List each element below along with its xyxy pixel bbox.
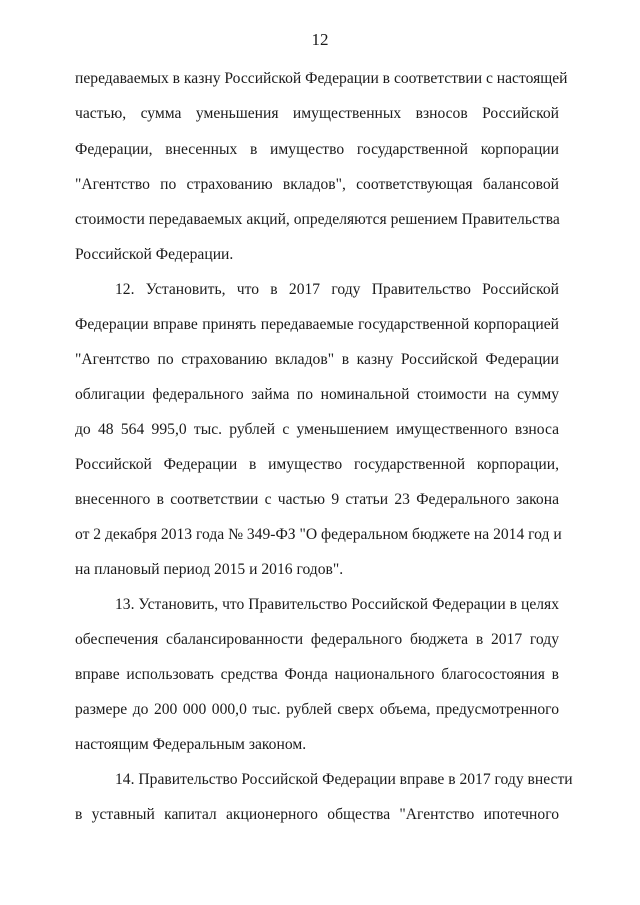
text-line: размере до 200 000 000,0 тыс. рублей сверх объема, предусмотренного: [75, 701, 559, 718]
text-line: от 2 декабря 2013 года № 349-ФЗ "О федеральном бюджете на 2014 год и: [75, 526, 562, 543]
text-line: до 48 564 995,0 тыс. рублей с уменьшением имущественного взноса: [75, 421, 559, 438]
paragraph-13-start: 13. Установить, что Правительство Российской Федерации в целях: [115, 596, 559, 613]
text-line: "Агентство по страхованию вкладов" в казну Российской Федерации: [75, 351, 559, 368]
text-line: Федерации вправе принять передаваемые государственной корпорацией: [75, 316, 559, 333]
text-line: Российской Федерации.: [75, 246, 234, 263]
text-line: внесенного в соответствии с частью 9 статьи 23 Федерального закона: [75, 491, 559, 508]
text-line: частью, сумма уменьшения имущественных взносов Российской: [75, 105, 559, 122]
page-number: 12: [311, 30, 329, 49]
text-line: обеспечения сбалансированности федерального бюджета в 2017 году: [75, 631, 559, 648]
text-line: в уставный капитал акционерного общества "Агентство ипотечного: [75, 806, 559, 823]
text-line: облигации федерального займа по номинальной стоимости на сумму: [75, 386, 559, 403]
text-line: на плановый период 2015 и 2016 годов".: [75, 561, 344, 578]
text-line: передаваемых в казну Российской Федерации в соответствии с настоящей: [75, 70, 568, 87]
text-line: "Агентство по страхованию вкладов", соответствующая балансовой: [75, 176, 559, 193]
text-line: Российской Федерации в имущество государственной корпорации,: [75, 456, 559, 473]
text-line: стоимости передаваемых акций, определяются решением Правительства: [75, 211, 560, 228]
text-line: настоящим Федеральным законом.: [75, 736, 307, 753]
paragraph-14-start: 14. Правительство Российской Федерации вправе в 2017 году внести: [115, 771, 573, 788]
paragraph-12-start: 12. Установить, что в 2017 году Правительство Российской: [115, 281, 559, 298]
text-line: вправе использовать средства Фонда национального благосостояния в: [75, 666, 559, 683]
text-line: Федерации, внесенных в имущество государственной корпорации: [75, 141, 559, 158]
